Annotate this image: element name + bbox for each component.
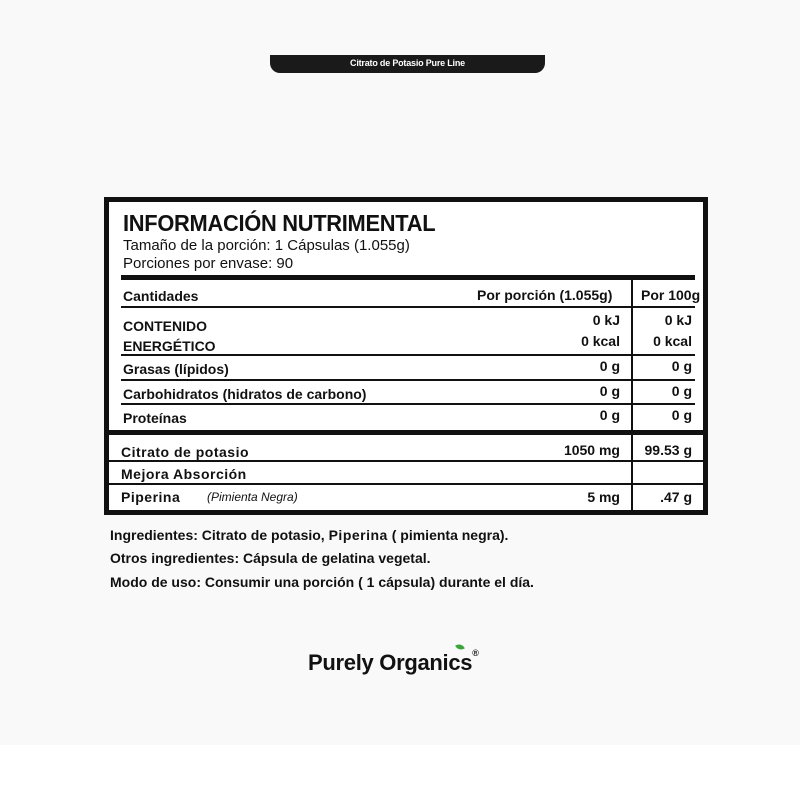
- ingredients-piperina: Piperina: [328, 527, 388, 543]
- registered-mark: ®: [472, 648, 479, 658]
- row-protein-serving: 0 g: [599, 407, 620, 423]
- row-piperine-serving: 5 mg: [587, 489, 620, 505]
- header-per-100g: Por 100g: [641, 287, 701, 303]
- divider: [121, 354, 695, 356]
- serving-size: Tamaño de la porción: 1 Cápsulas (1.055g): [123, 237, 410, 254]
- row-piperine-100g: .47 g: [660, 489, 692, 505]
- ingredients-line: [110, 527, 508, 543]
- divider-thick: [109, 430, 703, 435]
- row-protein-100g: 0 g: [671, 407, 692, 423]
- divider: [121, 379, 695, 381]
- panel-title: INFORMACIÓN NUTRIMENTAL: [123, 210, 436, 236]
- energy-label-1: CONTENIDO: [123, 318, 207, 334]
- ingredients-suffix: ( pimienta negra).: [387, 527, 509, 543]
- row-label-fats: Grasas (lípidos): [123, 361, 229, 377]
- row-fats-100g: 0 g: [671, 358, 692, 374]
- divider: [121, 306, 695, 308]
- energy-kcal-serving: 0 kcal: [581, 333, 620, 349]
- row-carbs-100g: 0 g: [671, 383, 692, 399]
- piperine-note: (Pimienta Negra): [207, 490, 298, 504]
- row-citrate-100g: 99.53 g: [644, 442, 692, 458]
- divider: [109, 460, 703, 462]
- row-label-carbs: Carbohidratos (hidratos de carbono): [123, 386, 367, 402]
- header-per-serving: Por porción (1.055g): [477, 287, 613, 303]
- servings-per-container: Porciones por envase: 90: [123, 255, 294, 272]
- other-ingredients: Otros ingredientes: Cápsula de gelatina vegetal.: [110, 550, 431, 566]
- absorption-label: Mejora Absorción: [121, 466, 247, 482]
- energy-kj-100g: 0 kJ: [664, 312, 692, 328]
- energy-kj-serving: 0 kJ: [592, 312, 620, 328]
- divider-thick: [121, 275, 695, 280]
- brand-name: Purely Organics: [308, 650, 473, 675]
- header-label: Cantidades: [123, 288, 199, 304]
- row-label-citrate: Citrato de potasio: [121, 444, 250, 460]
- row-fats-serving: 0 g: [599, 358, 620, 374]
- divider: [109, 483, 703, 485]
- column-divider: [631, 280, 633, 430]
- column-divider: [631, 435, 633, 511]
- row-label-protein: Proteínas: [123, 410, 187, 426]
- ingredients-prefix: Ingredientes: Citrato de potasio,: [110, 527, 329, 543]
- divider: [121, 403, 695, 405]
- energy-kcal-100g: 0 kcal: [653, 333, 692, 349]
- row-citrate-serving: 1050 mg: [563, 442, 620, 458]
- usage-instructions: Modo de uso: Consumir una porción ( 1 cápsula) durante el día.: [110, 574, 534, 590]
- nutrition-facts-panel: [104, 197, 708, 515]
- energy-label-2: ENERGÉTICO: [123, 338, 216, 354]
- row-carbs-serving: 0 g: [599, 383, 620, 399]
- row-label-piperine: Piperina: [121, 489, 181, 505]
- brand-logo: [308, 650, 479, 676]
- product-name-tab: Citrato de Potasio Pure Line: [270, 55, 545, 73]
